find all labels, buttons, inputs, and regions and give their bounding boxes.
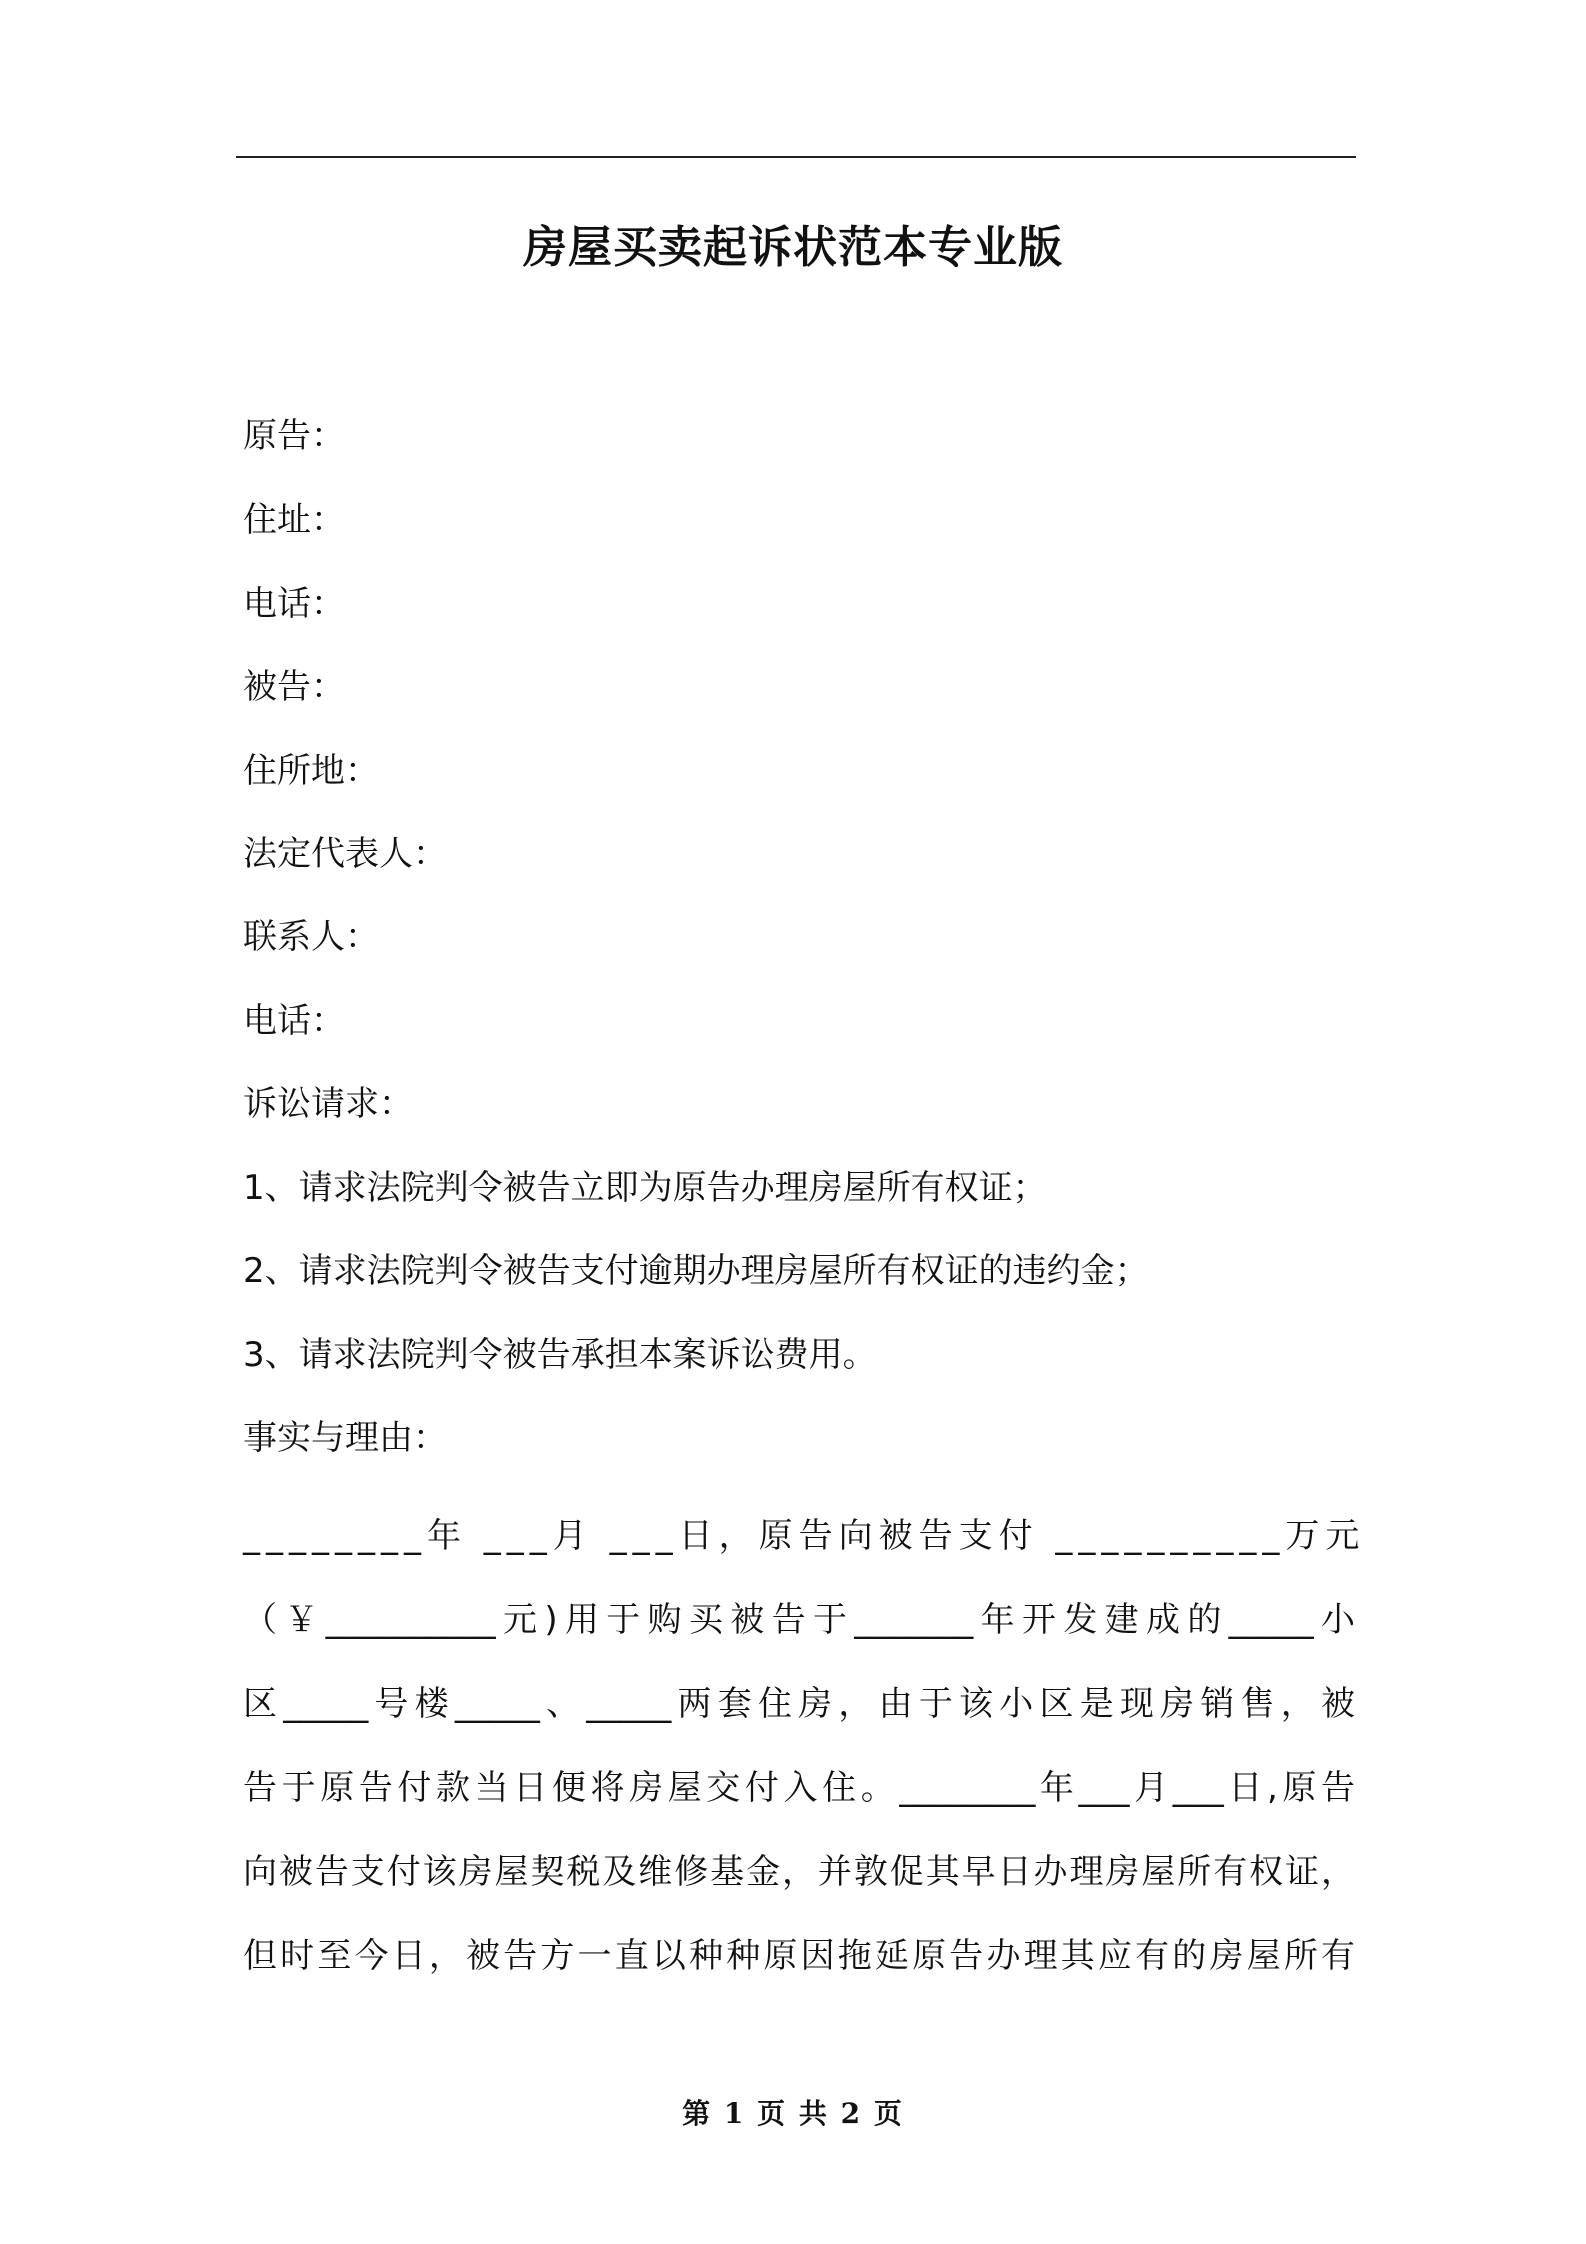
plaintiff-address-label: 住址： xyxy=(243,500,345,540)
defendant-phone-label: 电话： xyxy=(243,1001,345,1041)
facts-line: 但时至今日，被告方一直以种种原因拖延原告办理其应有的房屋所有 xyxy=(243,1936,1355,1976)
page-number-footer: 第 1 页 共 2 页 xyxy=(682,2097,904,2130)
defendant-label: 被告： xyxy=(243,667,345,707)
defendant-domicile-label: 住所地： xyxy=(243,751,379,791)
claim-item: 2、请求法院判令被告支付逾期办理房屋所有权证的违约金； xyxy=(243,1251,1149,1291)
facts-line: 向被告支付该房屋契税及维修基金，并敦促其早日办理房屋所有权证， xyxy=(243,1852,1355,1892)
facts-line: ________年 ___月 ___日，原告向被告支付 __________万元 xyxy=(243,1516,1366,1556)
facts-line: （￥__________元)用于购买被告于_______年开发建成的_____小 xyxy=(243,1600,1355,1640)
facts-line: 区_____号楼_____、_____两套住房，由于该小区是现房销售，被 xyxy=(243,1684,1355,1724)
header-rule xyxy=(236,156,1356,158)
contact-person-label: 联系人： xyxy=(243,917,379,957)
claims-heading: 诉讼请求： xyxy=(243,1084,413,1124)
document-title: 房屋买卖起诉状范本专业版 xyxy=(523,222,1063,273)
facts-heading: 事实与理由： xyxy=(243,1418,447,1458)
legal-representative-label: 法定代表人： xyxy=(243,834,447,874)
plaintiff-phone-label: 电话： xyxy=(243,584,345,624)
claim-item: 3、请求法院判令被告承担本案诉讼费用。 xyxy=(243,1335,877,1375)
claim-item: 1、请求法院判令被告立即为原告办理房屋所有权证； xyxy=(243,1168,1047,1208)
plaintiff-label: 原告： xyxy=(243,416,345,456)
facts-paragraph xyxy=(243,1494,1366,1998)
facts-line: 告于原告付款当日便将房屋交付入住。________年___月___日,原告 xyxy=(243,1768,1355,1808)
